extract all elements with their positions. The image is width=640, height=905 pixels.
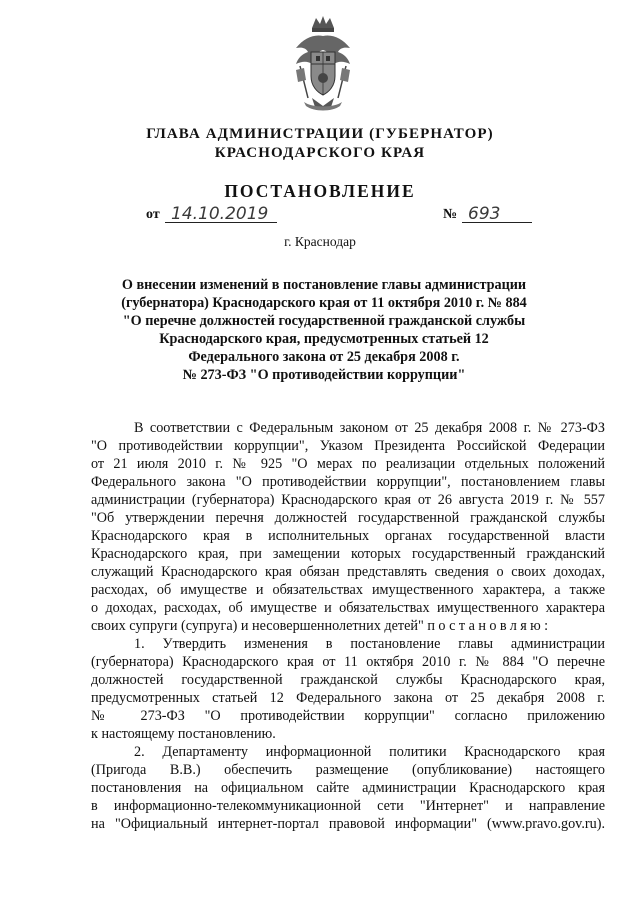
body-line: "Об утверждении перечня должностей государственной гражданской службы bbox=[91, 510, 605, 526]
body-line: от 21 июля 2010 г. № 925 "О мерах по реализации отдельных положений bbox=[91, 456, 605, 472]
title-line: № 273-ФЗ "О противодействии коррупции" bbox=[182, 367, 466, 383]
document-body bbox=[91, 419, 605, 833]
title-line: О внесении изменений в постановление главы администрации bbox=[121, 277, 527, 293]
paragraph-preamble bbox=[91, 419, 605, 635]
body-line: постановления на официальном сайте администрации Краснодарского края bbox=[91, 780, 605, 796]
document-title bbox=[104, 276, 544, 384]
body-line: расходах, об имуществе и обязательствах имущественного характера, а также bbox=[91, 582, 605, 598]
body-line: служащий Краснодарского края обязан представлять сведения о своих доходах, bbox=[91, 564, 605, 580]
body-line: должностей государственной гражданской службы Краснодарского края, bbox=[91, 672, 605, 688]
body-line: (Пригода В.В.) обеспечить размещение (опубликование) настоящего bbox=[91, 762, 605, 778]
body-line: Краснодарского края, при замещении которых государственный гражданский bbox=[91, 546, 605, 562]
body-line: администрации (губернатора) Краснодарского края от 26 августа 2019 г. № 557 bbox=[91, 492, 605, 508]
resolution-word: постановляю: bbox=[427, 618, 552, 634]
body-line: предусмотренных статьей 12 Федерального закона от 25 декабря 2008 г. bbox=[91, 690, 605, 706]
number-value: 693 bbox=[462, 205, 532, 223]
number-label: № bbox=[443, 207, 458, 222]
title-line: Краснодарского края, предусмотренных статьей 12 bbox=[159, 331, 489, 347]
body-line: 1. Утвердить изменения в постановление главы администрации bbox=[134, 636, 605, 652]
body-line: к настоящему постановлению. bbox=[91, 726, 276, 742]
body-line: Краснодарского края в исполнительных органах государственной власти bbox=[91, 528, 605, 544]
date-value: 14.10.2019 bbox=[165, 205, 277, 223]
body-line-text: своих супруги (супруга) и несовершеннолетних детей" bbox=[91, 618, 424, 634]
body-line: в информационно-телекоммуникационной сети "Интернет" и направление bbox=[91, 798, 605, 814]
body-line: на "Официальный интернет-портал правовой информации" (www.pravo.gov.ru). bbox=[91, 816, 605, 832]
body-line: о доходах, расходах, об имуществе и обязательствах имущественного характера bbox=[91, 600, 605, 616]
body-line: 2. Департаменту информационной политики Краснодарского края bbox=[134, 744, 605, 760]
body-line: Федерального закона "О противодействии коррупции", постановлением главы bbox=[91, 474, 605, 490]
body-line: В соответствии с Федеральным законом от 25 декабря 2008 г. № 273-ФЗ bbox=[134, 420, 605, 436]
body-line bbox=[91, 617, 605, 635]
city: г. Краснодар bbox=[284, 234, 356, 249]
paragraph-item-1 bbox=[91, 635, 605, 743]
title-line: "О перечне должностей государственной гражданской службы bbox=[122, 313, 526, 329]
authority-name-line2: КРАСНОДАРСКОГО КРАЯ bbox=[214, 145, 426, 161]
paragraph-item-2 bbox=[91, 743, 605, 833]
title-line: (губернатора) Краснодарского края от 11 октября 2010 г. № 884 bbox=[121, 295, 527, 311]
authority-name-line1: ГЛАВА АДМИНИСТРАЦИИ (ГУБЕРНАТОР) bbox=[146, 126, 494, 142]
body-line: (губернатора) Краснодарского края от 11 октября 2010 г. № 884 "О перечне bbox=[91, 654, 605, 670]
body-line: "О противодействии коррупции", Указом Президента Российской Федерации bbox=[91, 438, 605, 454]
coat-of-arms-icon bbox=[290, 14, 356, 116]
document-type: ПОСТАНОВЛЕНИЕ bbox=[224, 181, 416, 201]
body-line: № 273-ФЗ "О противодействии коррупции" согласно приложению bbox=[91, 708, 605, 724]
date-label: от bbox=[146, 207, 160, 222]
title-line: Федерального закона от 25 декабря 2008 г. bbox=[188, 349, 460, 365]
